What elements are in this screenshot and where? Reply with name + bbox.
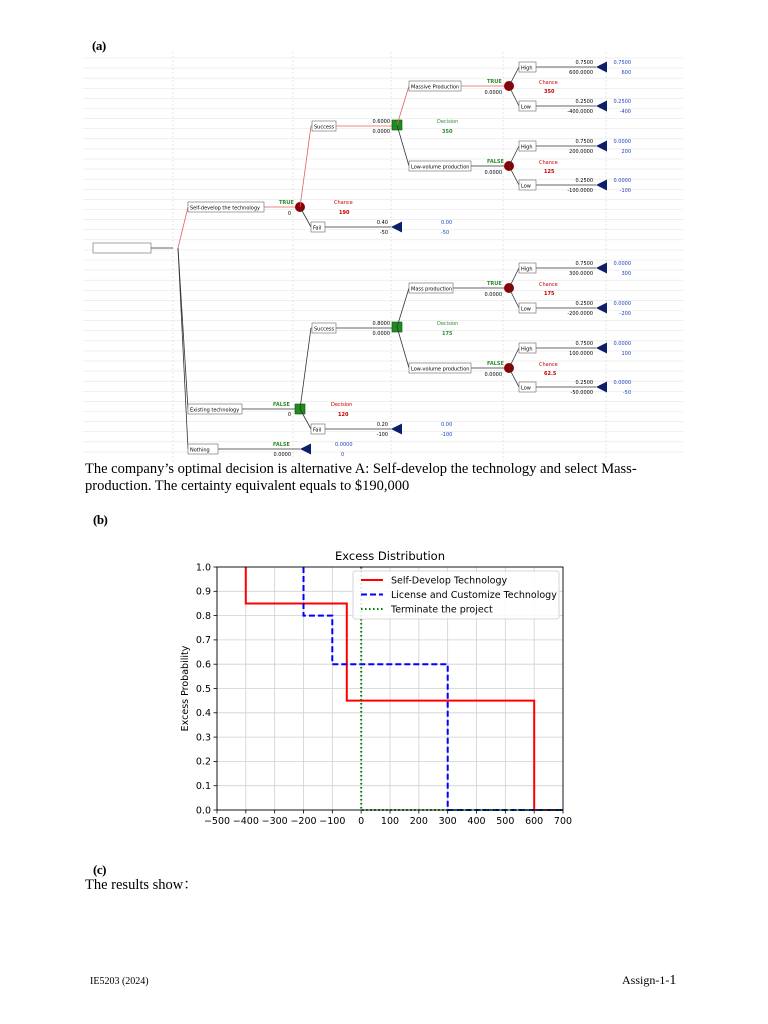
self-chance-word: Chance: [334, 200, 353, 206]
massive-true-word: TRUE: [487, 79, 502, 85]
terminal-low1-high: [596, 141, 607, 152]
success2-prob: 0.8000: [372, 321, 390, 327]
x-tick-label: 500: [496, 816, 515, 827]
terminal-massive-low: [596, 101, 607, 112]
branch-low2-low: Low: [521, 385, 531, 392]
terminal-low2-low: [596, 382, 607, 393]
paragraph-c: The results show：: [85, 877, 198, 893]
low2-cost: 0.0000: [484, 372, 502, 378]
fail1-val: -50: [379, 230, 388, 236]
decision2-word: Decision: [437, 321, 459, 327]
exist-false-word: FALSE: [273, 402, 290, 408]
mph-rp: 0.0000: [613, 261, 631, 267]
footer-page-number: 1: [669, 973, 677, 988]
mpl-rp: 0.0000: [613, 301, 631, 307]
branch-mass-production: Mass production: [411, 286, 453, 293]
l2l-rv: -50: [622, 390, 631, 396]
legend-label-2: License and Customize Technology: [391, 589, 557, 601]
l1h-prob: 0.7500: [575, 139, 593, 145]
nothing-cost: 0.0000: [273, 452, 291, 458]
ml-val: -400.0000: [567, 109, 593, 115]
terminal-massive-high: [596, 62, 607, 73]
fail2-rv: -100: [441, 432, 453, 438]
y-tick-label: 0.8: [195, 610, 211, 622]
low1-false-word: FALSE: [487, 159, 504, 165]
y-tick-label: 0.7: [195, 635, 211, 647]
nothing-rv: 0: [341, 452, 345, 458]
footer-assign-label: Assign-1-: [622, 973, 670, 987]
decision1-word: Decision: [437, 119, 459, 125]
low1-cost: 0.0000: [484, 170, 502, 176]
branch-success-1: Success: [314, 124, 335, 131]
l1h-rp: 0.0000: [613, 139, 631, 145]
x-tick-label: 400: [467, 816, 486, 827]
legend-label-3: Terminate the project: [391, 604, 493, 616]
low2-false-word: FALSE: [487, 361, 504, 367]
self-chance-value: 190: [339, 210, 350, 216]
mph-rv: 300: [621, 271, 631, 277]
ml-rp: 0.2500: [613, 99, 631, 105]
x-tick-label: −500: [203, 816, 231, 827]
mh-rp: 0.7500: [613, 60, 631, 66]
decision-tree: [83, 52, 688, 464]
tree-edge: [178, 248, 188, 449]
branch-nothing: Nothing: [190, 447, 210, 454]
terminal-mp-low: [596, 303, 607, 314]
branch-low2-high: High: [521, 346, 533, 353]
y-tick-label: 0.0: [195, 805, 211, 817]
footer-course: IE5203 (2024): [90, 976, 149, 987]
low2-chance-value: 62.5: [544, 371, 557, 377]
branch-success-2: Success: [314, 326, 335, 333]
l2h-rp: 0.0000: [613, 341, 631, 347]
terminal-mp-high: [596, 263, 607, 274]
mp-true-word: TRUE: [487, 281, 502, 287]
terminal-low1-low: [596, 180, 607, 191]
fail2-rp: 0.00: [441, 422, 453, 428]
massive-chance-word: Chance: [539, 80, 558, 86]
tree-edge: [509, 86, 519, 106]
l1l-rv: -100: [619, 188, 631, 194]
tree-edge: [300, 126, 311, 207]
branch-low-volume-2: Low-volume production: [411, 366, 470, 373]
mp-chance-word: Chance: [539, 282, 558, 288]
massive-cost: 0.0000: [484, 90, 502, 96]
mpl-val: -200.0000: [567, 311, 593, 317]
branch-self-develop: Self-develop the technology: [190, 205, 260, 212]
fail1-prob: 0.40: [376, 220, 388, 226]
terminal-fail-2: [391, 424, 402, 435]
massive-chance-value: 350: [544, 89, 555, 95]
exist-decision-word: Decision: [331, 402, 353, 408]
success1-cost: 0.0000: [372, 129, 390, 135]
ml-rv: -400: [619, 109, 631, 115]
y-tick-label: 0.9: [195, 586, 211, 598]
x-tick-label: 300: [438, 816, 457, 827]
tree-edge: [178, 207, 188, 248]
tree-edge: [509, 288, 519, 308]
section-b-label: (b): [93, 512, 108, 527]
nothing-rp: 0.0000: [335, 442, 353, 448]
x-tick-label: 600: [525, 816, 544, 827]
tree-edge: [509, 268, 519, 288]
low2-chance-word: Chance: [539, 362, 558, 368]
y-tick-label: 0.1: [195, 781, 211, 792]
l2l-rp: 0.0000: [613, 380, 631, 386]
mpl-rv: -200: [619, 311, 631, 317]
y-tick-label: 1.0: [195, 562, 211, 574]
y-tick-label: 0.5: [195, 683, 211, 695]
self-true-word: TRUE: [279, 200, 294, 206]
branch-fail-2: Fail: [313, 427, 322, 434]
fail1-rp: 0.00: [441, 220, 453, 226]
section-c-label: (c): [93, 862, 106, 877]
footer-page: [622, 973, 676, 989]
exist-cost: 0: [287, 412, 291, 418]
mh-rv: 600: [621, 70, 631, 76]
branch-existing: Existing technology: [190, 407, 240, 414]
mph-prob: 0.7500: [575, 261, 593, 267]
l2l-val: -50.0000: [570, 390, 593, 396]
tree-edge: [509, 67, 519, 86]
tree-edge: [397, 86, 409, 125]
fail2-prob: 0.20: [376, 422, 388, 428]
self-cost: 0: [287, 211, 291, 217]
success2-cost: 0.0000: [372, 331, 390, 337]
x-tick-label: 100: [380, 816, 400, 827]
nothing-false-word: FALSE: [273, 442, 290, 448]
x-tick-label: −400: [232, 816, 259, 827]
terminal-nothing: [300, 444, 311, 455]
fail1-rv: -50: [441, 230, 450, 236]
node-root-label-box: [93, 243, 151, 253]
x-tick-label: −100: [319, 816, 346, 827]
branch-mp-low: Low: [521, 306, 531, 313]
l2l-prob: 0.2500: [575, 380, 593, 386]
low1-chance-word: Chance: [539, 160, 558, 166]
x-tick-label: −300: [261, 816, 288, 827]
branch-low-volume-1: Low-volume production: [411, 164, 470, 171]
l2h-val: 100.0000: [569, 351, 593, 357]
decision1-value: 350: [442, 129, 453, 135]
l1l-rp: 0.0000: [613, 178, 631, 184]
tree-edge: [397, 327, 409, 368]
mh-prob: 0.7500: [575, 60, 593, 66]
y-tick-label: 0.2: [195, 756, 211, 768]
branch-fail-1: Fail: [313, 225, 322, 232]
section-a-label: (a): [92, 38, 106, 53]
decision2-value: 175: [442, 331, 453, 337]
x-tick-label: 700: [553, 816, 573, 827]
y-tick-label: 0.6: [195, 659, 211, 671]
l1h-rv: 200: [621, 149, 631, 155]
l1l-val: -100.0000: [567, 188, 593, 194]
mh-val: 600.0000: [569, 70, 593, 76]
x-tick-label: −200: [290, 816, 317, 827]
x-tick-label: 0: [358, 816, 365, 827]
terminal-low2-high: [596, 343, 607, 354]
branch-massive-low: Low: [521, 104, 531, 111]
y-tick-label: 0.3: [195, 732, 211, 744]
l1h-val: 200.0000: [569, 149, 593, 155]
l1l-prob: 0.2500: [575, 178, 593, 184]
legend-label-1: Self-Develop Technology: [391, 575, 508, 587]
exist-decision-value: 120: [338, 412, 349, 418]
mp-chance-value: 175: [544, 291, 555, 297]
tree-edge: [300, 328, 311, 409]
fail2-val: -100: [376, 432, 388, 438]
mph-val: 300.0000: [569, 271, 593, 277]
tree-edge: [397, 125, 409, 166]
mp-cost: 0.0000: [484, 292, 502, 298]
tree-edge: [300, 207, 311, 227]
chart-title: Excess Distribution: [335, 549, 445, 563]
terminal-fail-1: [391, 222, 402, 233]
y-tick-label: 0.4: [195, 708, 211, 720]
branch-massive-high: High: [521, 65, 533, 72]
branch-mp-high: High: [521, 266, 533, 273]
excess-distribution-chart: [175, 545, 575, 835]
x-tick-label: 200: [409, 816, 428, 827]
branch-low1-low: Low: [521, 183, 531, 190]
l2h-rv: 100: [621, 351, 631, 357]
tree-edge: [397, 288, 409, 327]
ml-prob: 0.2500: [575, 99, 593, 105]
l2h-prob: 0.7500: [575, 341, 593, 347]
low1-chance-value: 125: [544, 169, 555, 175]
branch-low1-high: High: [521, 144, 533, 151]
success1-prob: 0.6000: [372, 119, 390, 125]
paragraph-a: The company’s optimal decision is alternative A: Self-develop the technology and select Mass-production. The certainty equivalent equals to $190,000: [85, 461, 637, 494]
y-axis-label: Excess Probability: [180, 645, 191, 732]
tree-edge: [300, 409, 311, 429]
mpl-prob: 0.2500: [575, 301, 593, 307]
branch-massive: Massive Production: [411, 84, 460, 91]
